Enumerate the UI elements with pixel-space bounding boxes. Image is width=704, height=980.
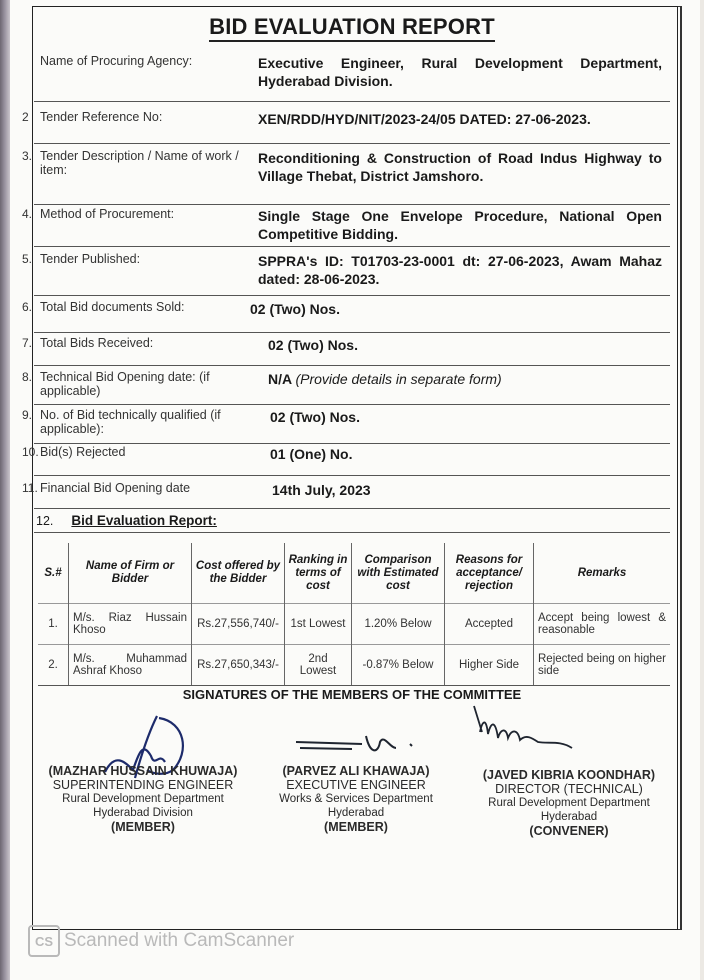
divider — [34, 332, 670, 333]
section-number: 12. — [36, 514, 54, 528]
signature-scribble-2 — [292, 728, 432, 758]
cell-remarks: Accept being lowest & reasonable — [534, 604, 671, 645]
field-value: 02 (Two) Nos. — [250, 301, 340, 317]
divider — [34, 204, 670, 205]
cell-remarks: Rejected being on higher side — [534, 645, 671, 686]
signature-block — [34, 764, 674, 844]
section-bid-evaluation — [36, 513, 217, 528]
field-number: 3. — [22, 149, 33, 163]
field-label: No. of Bid technically qualified (if applicable): — [40, 408, 221, 436]
field-label: Method of Procurement: — [40, 207, 175, 221]
field-value: 01 (One) No. — [270, 446, 353, 462]
signature-scribble-3 — [468, 704, 588, 760]
camscanner-watermark — [28, 925, 294, 957]
divider — [34, 295, 670, 296]
field-number: 6. — [22, 300, 33, 314]
divider — [34, 246, 670, 247]
header-comparison: Comparison with Estimated cost — [352, 543, 445, 604]
watermark-text: Scanned with CamScanner — [64, 930, 295, 951]
header-firm-name: Name of Firm or Bidder — [69, 543, 192, 604]
field-value: SPPRA's ID: T01703-23-0001 dt: 27-06-2023, Awam Mahaz dated: 28-06-2023. — [258, 253, 662, 287]
field-value-note: (Provide details in separate form) — [295, 371, 502, 387]
field-label: Bid(s) Rejected — [40, 445, 126, 459]
section-heading: Bid Evaluation Report: — [71, 513, 217, 528]
cell-serial: 2. — [38, 645, 69, 686]
header-reasons: Reasons for acceptance/ rejection — [445, 543, 534, 604]
header-ranking: Ranking in terms of cost — [285, 543, 352, 604]
signatory-3: (JAVED KIBRIA KOONDHAR) DIRECTOR (TECHNICAL) Rural Development Department Hyderabad (CONVENER) — [482, 768, 656, 838]
field-value: Executive Engineer, Rural Development Department, Hyderabad Division. — [258, 55, 662, 89]
cell-comparison: -0.87% Below — [352, 645, 445, 686]
field-label: Name of Procuring Agency: — [40, 54, 193, 68]
divider — [34, 365, 670, 366]
divider — [34, 508, 670, 509]
cell-ranking: 1st Lowest — [285, 604, 352, 645]
field-number: 9. — [22, 408, 33, 422]
report-title: BID EVALUATION REPORT — [0, 14, 704, 40]
table-row — [38, 645, 670, 686]
divider — [34, 143, 670, 144]
field-value: XEN/RDD/HYD/NIT/2023-24/05 DATED: 27-06-2023. — [258, 111, 591, 127]
field-value: Single Stage One Envelope Procedure, National Open Competitive Bidding. — [258, 208, 662, 242]
field-number: 2 — [22, 110, 29, 124]
field-label: Tender Published: — [40, 252, 141, 266]
cell-firm-name: M/s. Riaz Hussain Khoso — [69, 604, 192, 645]
table-header-row — [38, 543, 670, 604]
field-label: Technical Bid Opening date: (if applicable) — [40, 370, 210, 398]
field-label: Financial Bid Opening date — [40, 481, 191, 495]
field-value: Reconditioning & Construction of Road Indus Highway to Village Thebat, District Jamshoro. — [258, 150, 662, 184]
signatures-heading: SIGNATURES OF THE MEMBERS OF THE COMMITTEE — [182, 687, 522, 702]
cell-serial: 1. — [38, 604, 69, 645]
divider — [34, 443, 670, 444]
field-label: Total Bids Received: — [40, 336, 154, 350]
cell-ranking: 2nd Lowest — [285, 645, 352, 686]
field-number: 4. — [22, 207, 33, 221]
field-label: Tender Description / Name of work / item: — [40, 149, 239, 177]
field-number: 8. — [22, 370, 33, 384]
cell-reason: Higher Side — [445, 645, 534, 686]
field-number: 11. — [22, 481, 38, 495]
field-label: Total Bid documents Sold: — [40, 300, 185, 314]
header-serial: S.# — [44, 566, 62, 579]
field-value: 02 (Two) Nos. — [270, 409, 360, 425]
header-cost-offered: Cost offered by the Bidder — [192, 543, 285, 604]
cell-cost-offered: Rs.27,556,740/- — [192, 604, 285, 645]
header-remarks: Remarks — [534, 543, 671, 604]
cell-cost-offered: Rs.27,650,343/- — [192, 645, 285, 686]
cell-reason: Accepted — [445, 604, 534, 645]
field-value: N/A (Provide details in separate form) — [268, 371, 502, 387]
field-label: Tender Reference No: — [40, 110, 163, 124]
cell-firm-name: M/s. Muhammad Ashraf Khoso — [69, 645, 192, 686]
divider — [34, 101, 670, 102]
divider — [34, 475, 670, 476]
field-number: 10. — [22, 445, 39, 459]
signatory-1: (MAZHAR HUSSAIN KHUWAJA) SUPERINTENDING ENGINEER Rural Development Department Hyderabad Division (MEMBER) — [48, 764, 238, 834]
field-number: 5. — [22, 252, 33, 266]
table-row — [38, 604, 670, 645]
bid-evaluation-table — [38, 543, 670, 686]
camscanner-logo-icon: CS — [28, 925, 60, 957]
divider — [34, 532, 670, 533]
field-number: 7. — [22, 336, 33, 350]
field-value: 14th July, 2023 — [272, 482, 371, 498]
signatory-2: (PARVEZ ALI KHAWAJA) EXECUTIVE ENGINEER Works & Services Department Hyderabad (MEMBER) — [279, 764, 433, 834]
divider — [34, 404, 670, 405]
cell-comparison: 1.20% Below — [352, 604, 445, 645]
field-value: 02 (Two) Nos. — [268, 337, 358, 353]
